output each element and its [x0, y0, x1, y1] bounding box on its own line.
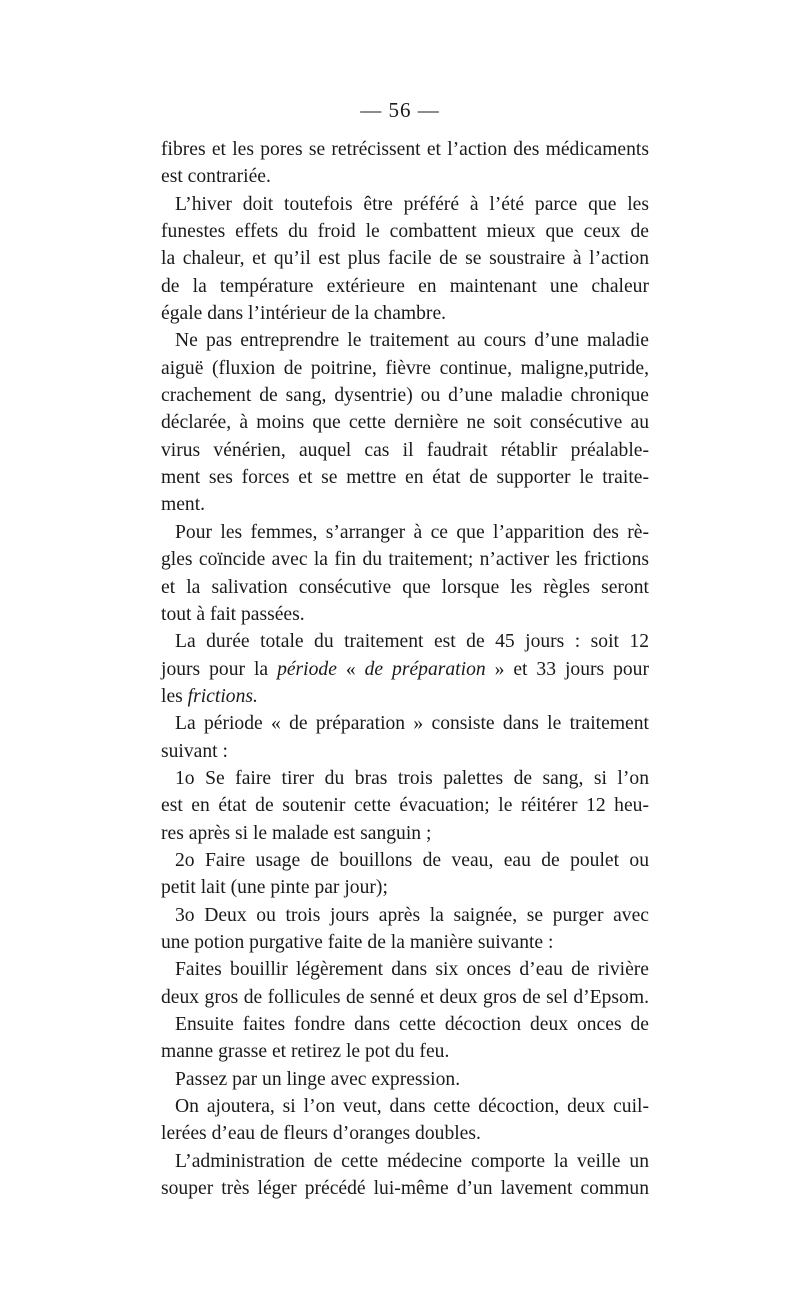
text-line: deux gros de follicules de senné et deux gros de sel d’Epsom.	[161, 986, 649, 1008]
text-line: fibres et les pores se retrécissent et l’action des médicaments	[161, 139, 649, 160]
text-line: et la salivation consécutive que lorsque les règles seront	[161, 576, 649, 598]
text-line: Faites bouillir légèrement dans six onces d’eau de rivière	[175, 959, 649, 981]
text-line: ment ses forces et se mettre en état de supporter le traite-	[161, 467, 649, 489]
text-line: La période « de préparation » consiste dans le traitement	[175, 713, 649, 735]
text-line: aiguë (fluxion de poitrine, fièvre continue, maligne,putride,	[161, 357, 649, 379]
text-line: Ne pas entreprendre le traitement au cours d’une maladie	[175, 330, 649, 352]
text-line: souper très léger précédé lui-même d’un lavement commun	[161, 1178, 649, 1200]
text-line: égale dans l’intérieur de la chambre.	[161, 303, 447, 325]
text-line: Passez par un linge avec expression.	[175, 1068, 461, 1090]
text-line: de la température extérieure en maintenant une chaleur	[161, 275, 649, 297]
text-line: la chaleur, et qu’il est plus facile de se soustraire à l’action	[161, 248, 649, 270]
text-line: funestes effets du froid le combattent mieux que ceux de	[161, 221, 649, 243]
text-line: est contrariée.	[161, 166, 271, 188]
text-line: lerées d’eau de fleurs d’oranges doubles.	[161, 1123, 481, 1145]
text-line: est en état de soutenir cette évacuation; le réitérer 12 heu-	[161, 795, 649, 817]
text-line: les frictions.	[161, 685, 258, 707]
text-line: 1o Se faire tirer du bras trois palettes de sang, si l’on	[175, 767, 649, 789]
text-line: 3o Deux ou trois jours après la saignée, se purger avec	[175, 904, 649, 926]
page-number: — 56 —	[360, 98, 440, 122]
text-line: tout à fait passées.	[161, 603, 305, 625]
text-line: virus vénérien, auquel cas il faudrait rétablir préalable-	[161, 439, 649, 461]
text-line: petit lait (une pinte par jour);	[161, 877, 388, 899]
text-line: L’hiver doit toutefois être préféré à l’été parce que les	[175, 193, 649, 215]
text-line: ment.	[161, 494, 206, 516]
text-line: 2o Faire usage de bouillons de veau, eau de poulet ou	[175, 849, 649, 871]
text-line: Ensuite faites fondre dans cette décoction deux onces de	[175, 1014, 649, 1035]
text-line: La durée totale du traitement est de 45 jours : soit 12	[175, 631, 649, 653]
text-line: crachement de sang, dysentrie) ou d’une maladie chronique	[161, 385, 649, 407]
text-line: déclarée, à moins que cette dernière ne soit consécutive au	[161, 412, 649, 434]
text-line: res après si le malade est sanguin ;	[161, 822, 432, 844]
text-line: suivant :	[161, 740, 228, 762]
text-line: L’administration de cette médecine comporte la veille un	[175, 1150, 649, 1172]
text-line: une potion purgative faite de la manière suivante :	[161, 931, 554, 953]
text-line: Pour les femmes, s’arranger à ce que l’apparition des rè-	[175, 521, 649, 543]
text-line: jours pour la période « de préparation » et 33 jours pour	[161, 658, 649, 680]
body-text	[161, 136, 649, 1202]
text-line: manne grasse et retirez le pot du feu.	[161, 1041, 450, 1063]
text-line: gles coïncide avec la fin du traitement; n’activer les frictions	[161, 549, 649, 571]
text-line: On ajoutera, si l’on veut, dans cette décoction, deux cuil-	[175, 1096, 649, 1118]
